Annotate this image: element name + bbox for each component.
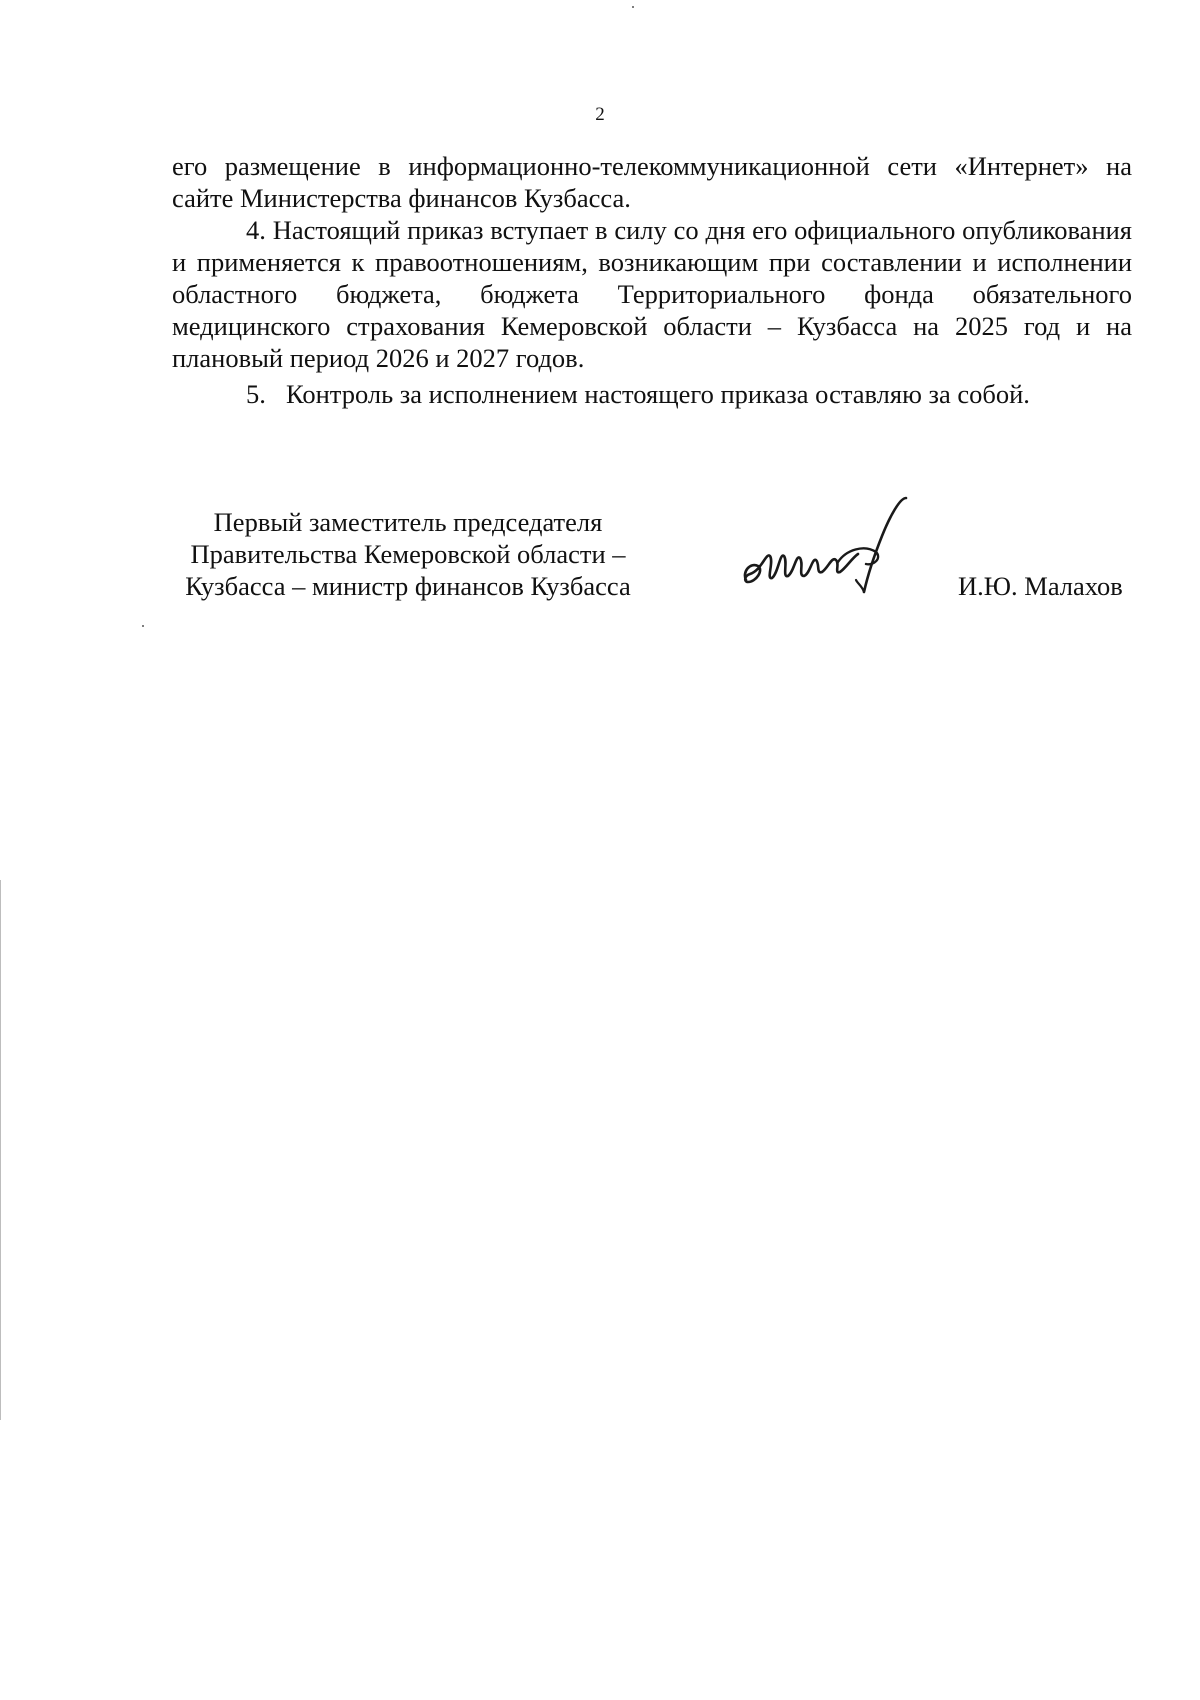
scan-speck — [142, 625, 144, 627]
signature-icon — [740, 492, 930, 602]
document-body — [172, 150, 1132, 374]
paragraph-continuation: его размещение в информационно-телекоммуникационной сети «Интернет» на сайте Министерства финансов Кузбасса. — [172, 151, 1132, 213]
scan-margin-line — [0, 880, 1, 1420]
scan-speck — [632, 6, 634, 8]
paragraph-item-4: 4. Настоящий приказ вступает в силу со дня его официального опубликования и применяется к правоотношениям, возникающим при составлении и исполнении областного бюджета, бюджета Территориального фонда обязательного медицинского страхования Кемеровской области – Кузбасса на 2025 год и на плановый период 2026 и 2027 годов. — [172, 215, 1132, 373]
page-number: 2 — [595, 104, 605, 125]
item-5-number: 5. — [246, 379, 266, 409]
signatory-title-line-3: Кузбасса – министр финансов Кузбасса — [185, 571, 631, 601]
signatory-title — [160, 506, 656, 602]
signatory-title-line-1: Первый заместитель председателя — [213, 507, 603, 537]
paragraph-item-5 — [246, 378, 1030, 410]
signatory-title-line-2: Правительства Кемеровской области – — [190, 539, 626, 569]
signatory-name: И.Ю. Малахов — [958, 571, 1123, 601]
item-5-text: Контроль за исполнением настоящего приказа оставляю за собой. — [286, 379, 1030, 409]
